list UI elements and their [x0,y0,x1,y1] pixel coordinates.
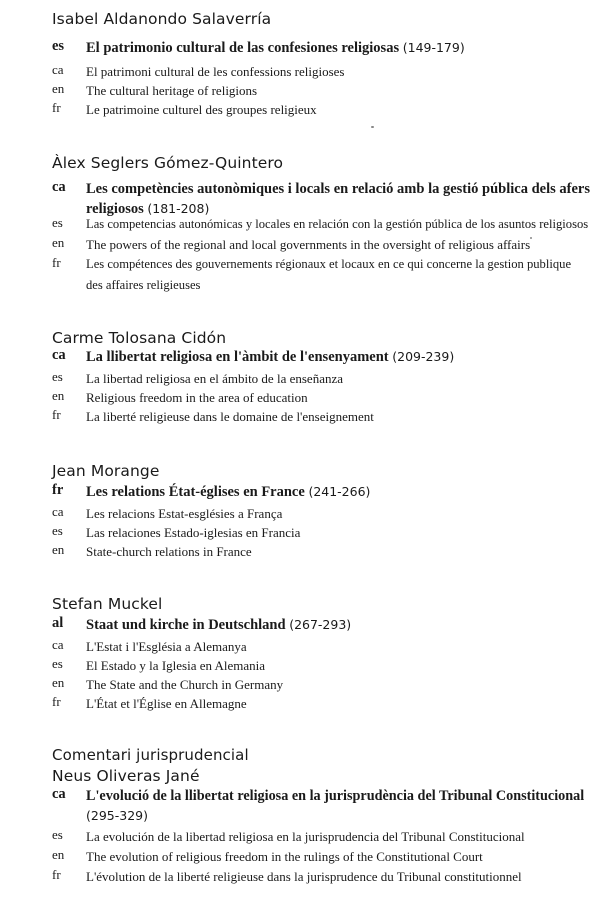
translated-title: La libertad religiosa en el ámbito de la enseñanza [86,371,343,386]
article-title[interactable] [86,347,454,367]
language-code: fr [52,867,61,882]
translated-title: L'évolution de la liberté religieuse dans la jurisprudence du Tribunal constitutionnel [86,869,522,884]
page-range: (181-208) [147,201,210,216]
author-name: Stefan Muckel [52,595,163,613]
translated-title: Le patrimoine culturel des groupes religieux [86,102,317,117]
page-range: (295-329) [86,808,148,823]
section-heading: Comentari jurisprudencial [52,746,249,764]
translated-title: Las relaciones Estado-iglesias en Francia [86,525,301,540]
translated-title: The State and the Church in Germany [86,677,284,692]
translated-title: Religious freedom in the area of education [86,390,308,405]
article-title-text: La llibertat religiosa en l'àmbit de l'ensenyament [86,349,389,365]
translated-title: L'Estat i l'Església a Alemanya [86,639,247,654]
language-code: fr [52,255,61,270]
translated-title [86,254,600,296]
page-range: (209-239) [392,349,455,364]
translated-title: La evolución de la libertad religiosa en la jurisprudencia del Tribunal Constitucional [86,829,525,844]
language-code: en [52,675,65,690]
translated-title: The powers of the regional and local governments in the oversight of religious affairs [86,237,531,252]
language-code: fr [52,407,61,422]
article-title-text: religiosos [86,201,144,217]
language-code: ca [52,62,64,77]
article-title-text: L'evolució de la llibertat religiosa en la jurisprudència del Tribunal Constitucional [86,788,585,804]
language-code: en [52,542,65,557]
language-code: es [52,656,63,671]
scan-speck [530,237,532,239]
translated-title: L'État et l'Église en Allemagne [86,696,247,711]
language-code: ca [52,347,66,363]
language-code: al [52,615,64,631]
translated-title: State-church relations in France [86,544,252,559]
language-code: es [52,215,63,230]
article-title[interactable] [86,482,370,502]
language-code: fr [52,694,61,709]
language-code: en [52,81,65,96]
language-code: fr [52,100,61,115]
article-title-text: Les competències autonòmiques i locals en relació amb la gestió pública dels afers [86,181,590,197]
language-code: es [52,827,63,842]
article-title[interactable] [86,786,600,826]
language-code: en [52,388,65,403]
translated-title-line: Les compétences des gouvernements régionaux et locaux en ce qui concerne la gestion publique [86,257,572,271]
article-title[interactable] [86,38,465,58]
translated-title: La liberté religieuse dans le domaine de l'enseignement [86,409,374,424]
article-title[interactable] [86,615,351,635]
author-name: Isabel Aldanondo Salaverría [52,10,272,28]
language-code: en [52,847,65,862]
language-code: fr [52,482,64,498]
language-code: es [52,523,63,538]
translated-title: El Estado y la Iglesia en Alemania [86,658,266,673]
language-code: ca [52,179,66,195]
article-title[interactable] [86,179,600,219]
author-name: Jean Morange [52,462,160,480]
scan-speck [371,126,374,128]
language-code: en [52,235,65,250]
page-range: (267-293) [289,617,352,632]
page-range: (149-179) [402,40,465,55]
author-name: Àlex Seglers Gómez-Quintero [52,154,284,172]
page-range: (241-266) [308,484,371,499]
language-code: ca [52,504,64,519]
author-name: Neus Oliveras Jané [52,767,200,785]
translated-title: Les relacions Estat-esglésies a França [86,506,283,521]
author-name: Carme Tolosana Cidón [52,329,227,347]
article-title-text: Staat und kirche in Deutschland [86,617,286,633]
translated-title: The evolution of religious freedom in the rulings of the Constitutional Court [86,849,483,864]
language-code: ca [52,786,66,802]
translated-title: El patrimoni cultural de les confessions religioses [86,64,345,79]
language-code: es [52,38,65,54]
language-code: ca [52,637,64,652]
translated-title: Las competencias autonómicas y locales en relación con la gestión pública de los asuntos religiosos [86,217,589,231]
article-title-text: Les relations État-églises en France [86,484,305,500]
translated-title-line: des affaires religieuses [86,278,201,292]
article-title-text: El patrimonio cultural de las confesiones religiosas [86,40,400,56]
translated-title: The cultural heritage of religions [86,83,258,98]
language-code: es [52,369,63,384]
